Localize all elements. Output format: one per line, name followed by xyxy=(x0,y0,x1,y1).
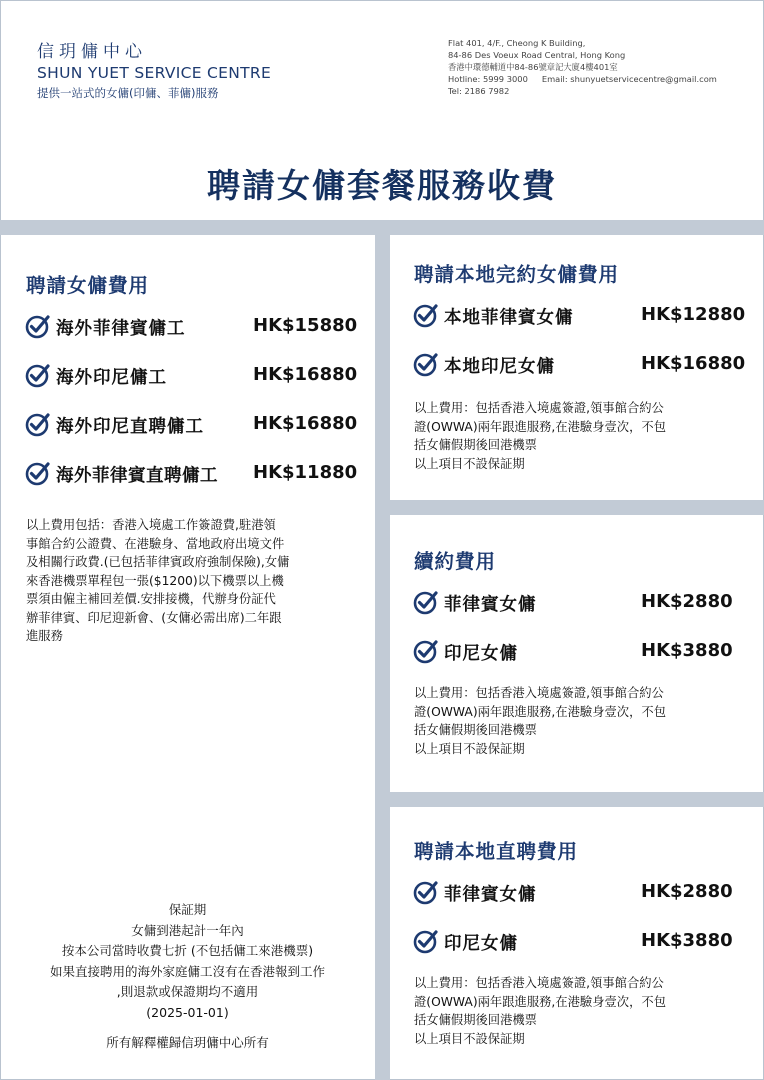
note-line: 括女傭假期後回港機票 xyxy=(414,723,537,737)
price-row xyxy=(413,352,746,378)
note-line: 來香港機票單程包一張($1200)以下機票以上機 xyxy=(26,573,284,588)
note-line: 以上費用包括：香港入境處工作簽證費,駐港領 xyxy=(26,518,276,532)
check-circle-icon xyxy=(413,879,439,905)
price-row xyxy=(413,929,743,955)
note-line: 以上項目不設保証期 xyxy=(414,741,525,756)
band-vertical xyxy=(375,235,390,1080)
item-price: HK$16880 xyxy=(253,413,358,434)
brand-tagline: 提供一站式的女傭(印傭、菲傭)服務 xyxy=(37,86,219,100)
check-circle-icon xyxy=(413,302,439,328)
check-circle-icon xyxy=(413,589,439,615)
hotline-line xyxy=(448,73,717,85)
right-section-title: 聘請本地直聘費用 xyxy=(414,840,579,863)
item-price: HK$2880 xyxy=(641,591,733,612)
note-line: 括女傭假期後回港機票 xyxy=(414,1013,537,1027)
price-row xyxy=(25,461,358,487)
guarantee-block xyxy=(0,900,375,1054)
band-right-1 xyxy=(390,500,764,515)
note-line: 以上項目不設保証期 xyxy=(414,1031,525,1046)
price-row xyxy=(413,303,746,329)
note-line: 以上費用：包括香港入境處簽證,領事館合約公 xyxy=(414,401,664,415)
item-price: HK$12880 xyxy=(641,304,746,325)
item-price: HK$15880 xyxy=(253,315,358,336)
check-circle-icon xyxy=(413,638,439,664)
hotline: Hotline: 5999 3000 xyxy=(448,74,528,85)
item-price: HK$16880 xyxy=(253,364,358,385)
guarantee-line: 如果直接聘用的海外家庭傭工沒有在香港報到工作 xyxy=(49,963,325,979)
note-line: 以上費用：包括香港入境處簽證,領事館合約公 xyxy=(414,686,664,700)
check-circle-icon xyxy=(25,460,51,486)
address-line-2: 84-86 Des Voeux Road Central, Hong Kong xyxy=(448,50,626,61)
note-line: 辦菲律賓、印尼迎新會、(女傭必需出席)二年跟 xyxy=(26,610,282,625)
email: Email: shunyuetservicecentre@gmail.com xyxy=(541,74,717,85)
price-row xyxy=(25,412,358,438)
check-circle-icon xyxy=(25,411,51,437)
item-label: 海外印尼傭工 xyxy=(56,368,167,388)
price-row xyxy=(25,314,358,340)
note-line: 證(OWWA)兩年跟進服務,在港驗身壹次，不包 xyxy=(414,419,666,434)
note-line: 票須由僱主補回差價.安排接機，代辦身份証代 xyxy=(26,592,276,606)
note-line: 以上項目不設保証期 xyxy=(414,456,525,471)
left-fee-note xyxy=(26,516,366,646)
brand-name-chinese: 信玥傭中心 xyxy=(37,42,147,62)
price-row xyxy=(25,363,358,389)
note-line: 進服務 xyxy=(26,629,63,643)
item-label: 印尼女傭 xyxy=(444,644,518,664)
item-price: HK$3880 xyxy=(641,930,733,951)
right-section-title: 續約費用 xyxy=(414,550,497,573)
right-section-title: 聘請本地完約女傭費用 xyxy=(414,263,620,286)
note-line: 證(OWWA)兩年跟進服務,在港驗身壹次，不包 xyxy=(414,994,666,1009)
band-top xyxy=(0,220,764,235)
contact-block xyxy=(448,37,717,97)
price-row xyxy=(413,880,743,906)
note-line: 證(OWWA)兩年跟進服務,在港驗身壹次，不包 xyxy=(414,704,666,719)
brand-name-english: SHUN YUET SERVICE CENTRE xyxy=(37,64,272,82)
item-label: 海外菲律賓傭工 xyxy=(56,319,186,339)
check-circle-icon xyxy=(25,313,51,339)
item-label: 海外菲律賓直聘傭工 xyxy=(56,466,218,486)
local-direct-fee-note xyxy=(414,974,754,1048)
note-line: 括女傭假期後回港機票 xyxy=(414,438,537,452)
address-chinese: 香港中環德輔道中84-86號章記大廈4樓401室 xyxy=(448,62,618,73)
item-price: HK$16880 xyxy=(641,353,746,374)
right-fee-note xyxy=(414,399,754,473)
item-label: 印尼女傭 xyxy=(444,934,518,954)
check-circle-icon xyxy=(413,928,439,954)
guarantee-line: (2025-01-01) xyxy=(146,1004,229,1020)
address-line-1: Flat 401, 4/F., Cheong K Building, xyxy=(448,38,586,48)
page-title: 聘請女傭套餐服務收費 xyxy=(207,166,557,205)
check-circle-icon xyxy=(25,362,51,388)
item-label: 本地印尼女傭 xyxy=(444,357,555,377)
note-line: 及相關行政費.(已包括菲律賓政府強制保險),女傭 xyxy=(26,555,290,569)
left-section-title: 聘請女傭費用 xyxy=(26,274,150,297)
guarantee-line: ,則退款或保證期均不適用 xyxy=(116,984,259,999)
check-circle-icon xyxy=(413,351,439,377)
item-label: 海外印尼直聘傭工 xyxy=(56,417,204,437)
band-right-2 xyxy=(390,792,764,807)
renewal-fee-note xyxy=(414,684,754,758)
note-line: 事館合約公證費、在港驗身、當地政府出境文件 xyxy=(26,536,285,551)
note-line: 以上費用：包括香港入境處簽證,領事館合約公 xyxy=(414,976,664,990)
item-label: 菲律賓女傭 xyxy=(444,595,537,615)
item-price: HK$3880 xyxy=(641,640,733,661)
item-price: HK$11880 xyxy=(253,462,358,483)
guarantee-line: 保証期 xyxy=(168,902,207,917)
rights-statement: 所有解釋權歸信玥傭中心所有 xyxy=(106,1035,269,1050)
price-row xyxy=(413,590,743,616)
brand-block xyxy=(37,37,271,101)
telephone: Tel: 2186 7982 xyxy=(448,86,510,97)
item-label: 菲律賓女傭 xyxy=(444,885,537,905)
item-label: 本地菲律賓女傭 xyxy=(444,308,574,328)
guarantee-line: 按本公司當時收費七折 (不包括傭工來港機票) xyxy=(61,943,314,958)
guarantee-line: 女傭到港起計一年內 xyxy=(131,922,244,938)
price-row xyxy=(413,639,743,665)
item-price: HK$2880 xyxy=(641,881,733,902)
